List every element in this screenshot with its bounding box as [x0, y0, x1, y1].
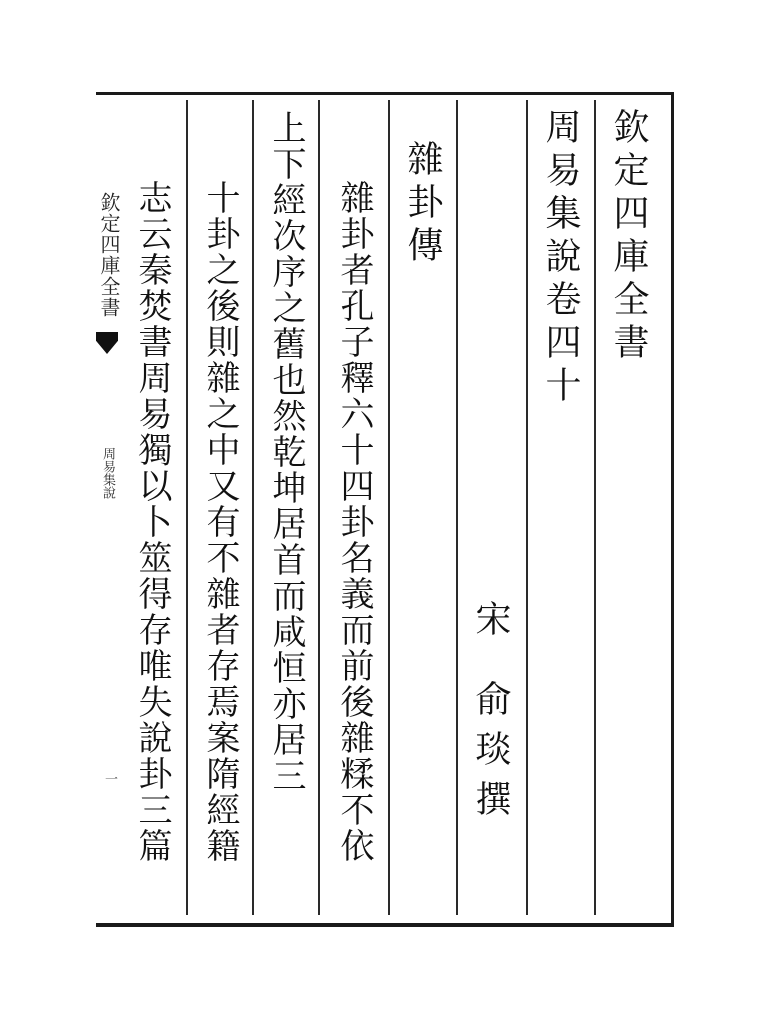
column-rule [526, 100, 528, 915]
fish-tail-mark [96, 332, 118, 354]
banxin-book-title: 周易集說 [100, 447, 115, 499]
column-rule [388, 100, 390, 915]
banxin-page-number: 一 [102, 772, 117, 785]
author-role: 撰 [470, 780, 511, 816]
column-rule [252, 100, 254, 915]
banxin-title: 欽定四庫全書 [97, 192, 121, 318]
column-rule [456, 100, 458, 915]
column-rule [318, 100, 320, 915]
collection-title: 欽定四庫全書 [608, 108, 649, 366]
volume-title: 周易集說卷四十 [540, 108, 581, 409]
column-rule [186, 100, 188, 915]
section-heading: 雜卦傳 [402, 140, 443, 269]
text-column: 十卦之後則雜之中又有不雜者存焉案隋經籍 [200, 180, 240, 864]
text-column: 志云秦焚書周易獨以卜筮得存唯失說卦三篇 [132, 180, 172, 864]
author-name: 俞琰 [470, 680, 511, 780]
author-dynasty: 宋 [470, 600, 511, 636]
column-rule [594, 100, 596, 915]
text-column: 上下經次序之舊也然乾坤居首而咸恒亦居三 [266, 110, 306, 794]
text-column: 雜卦者孔子釋六十四卦名義而前後雜糅不依 [334, 180, 374, 864]
